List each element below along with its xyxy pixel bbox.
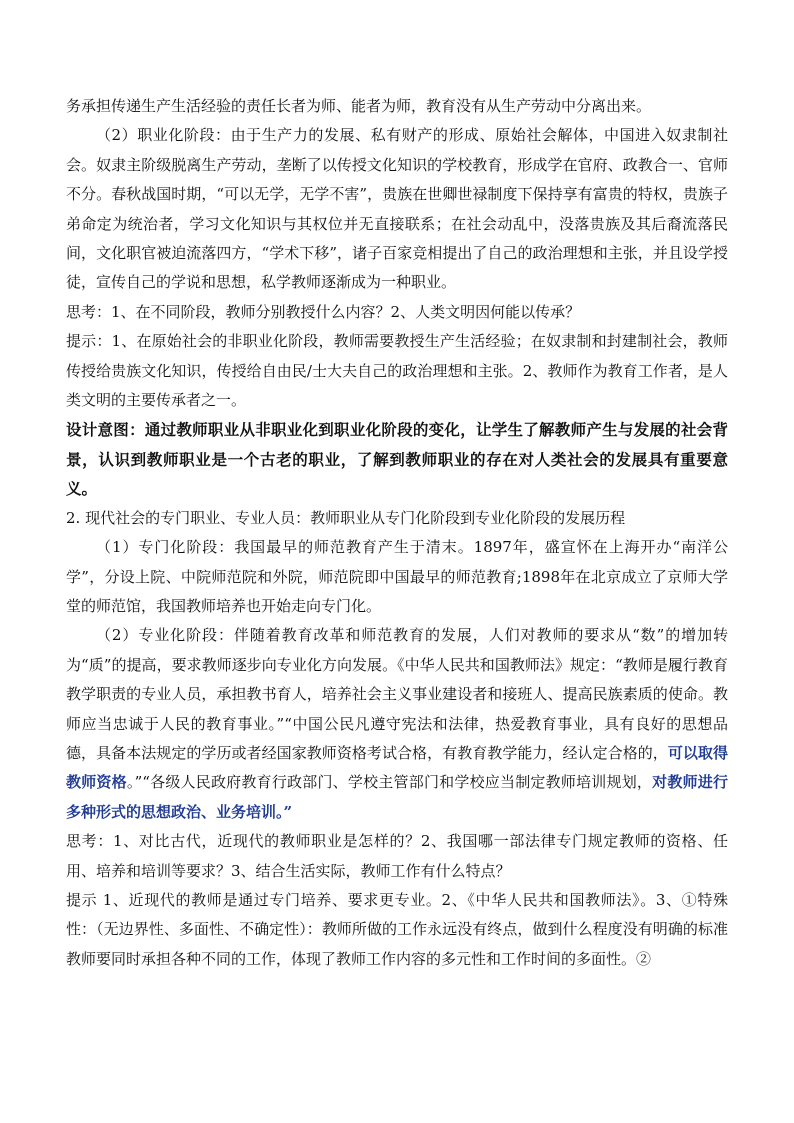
paragraph-professionalization-stage [66, 621, 728, 827]
paragraph-think-2: 思考：1、对比古代，近现代的教师职业是怎样的？2、我国哪一部法律专门规定教师的资格、任用、培养和培训等要求？3、结合生活实际，教师工作有什么特点？ [66, 832, 728, 880]
paragraph-professional-stage: （2）职业化阶段：由于生产力的发展、私有财产的形成、原始社会解体，中国进入奴隶制社会。奴隶主阶级脱离生产劳动，垄断了以传授文化知识的学校教育，形成学在官府、政教合一、官师不分。春秋战国时期，“可以无学，无学不害”，贵族在世卿世禄制度下保持享有富贵的特权，贵族子弟命定为统治者，学习文化知识与其权位并无直接联系；在社会动乱中，没落贵族及其后裔流落民间，文化职官被迫流落四方，“学术下移”，诸子百家竞相提出了自己的政治理想和主张，并且设学授徒，宣传自己的学说和思想，私学教师逐渐成为一种职业。 [66, 126, 728, 292]
text-run: （2）专业化阶段：伴随着教育改革和师范教育的发展，人们对教师的要求从“数”的增加转为“质”的提高，要求教师逐步向专业化方向发展。《中华人民共和国教师法》规定：“教师是履行教育教学职责的专业人员，承担教书育人，培养社会主义事业建设者和接班人、提高民族素质的使命。教师应当忠诚于人民的教育事业。”“中国公民凡遵守宪法和法律，热爱教育事业，具有良好的思想品德，具备本法规定的学历或者经国家教师资格考试合格，有教育教学能力，经认定合格的， [66, 626, 728, 762]
paragraph-modern-heading: 2. 现代社会的专门职业、专业人员：教师职业从专门化阶段到专业化阶段的发展历程 [66, 508, 626, 527]
text-run: 。”“各级人民政府教育行政部门、学校主管部门和学校应当制定教师培训规划， [126, 773, 653, 792]
highlight-training: 对教师进行多种形式的思想政治、业务培训。” [66, 773, 728, 821]
paragraph-continuation: 务承担传递生产生活经验的责任长者为师、能者为师，教育没有从生产劳动中分离出来。 [66, 97, 652, 115]
highlight-qualification: 可以取得教师资格 [66, 743, 728, 792]
paragraph-specialization-stage: （1）专门化阶段：我国最早的师范教育产生于清末。1897年，盛宣怀在上海开办“南洋公学”，分设上院、中院师范院和外院，师范院即中国最早的师范教育;1898年在北京成立了京师大学堂的师范馆，我国教师培养也开始走向专门化。 [66, 538, 728, 615]
paragraph-hint-1: 提示：1、在原始社会的非职业化阶段，教师需要教授生产生活经验；在奴隶制和封建制社会，教师传授给贵族文化知识，传授给自由民/士大夫自己的政治理想和主张。2、教师作为教育工作者，是人类文明的主要传承者之一。 [66, 332, 728, 410]
paragraph-design-intent: 设计意图：通过教师职业从非职业化到职业化阶段的变化，让学生了解教师产生与发展的社会背景，认识到教师职业是一个古老的职业，了解到教师职业的存在对人类社会的发展具有重要意义。 [66, 420, 728, 499]
paragraph-hint-2: 提示 1、近现代的教师是通过专门培养、要求更专业。2、《中华人民共和国教师法》。3、①特殊性：（无边界性、多面性、不确定性）：教师所做的工作永远没有终点，做到什么程度没有明确的标准 教师要同时承担各种不同的工作，体现了教师工作内容的多元性和工作时间的多面性。② [66, 890, 728, 968]
paragraph-think-1: 思考：1、在不同阶段，教师分别教授什么内容？2、人类文明因何能以传承？ [66, 302, 581, 321]
